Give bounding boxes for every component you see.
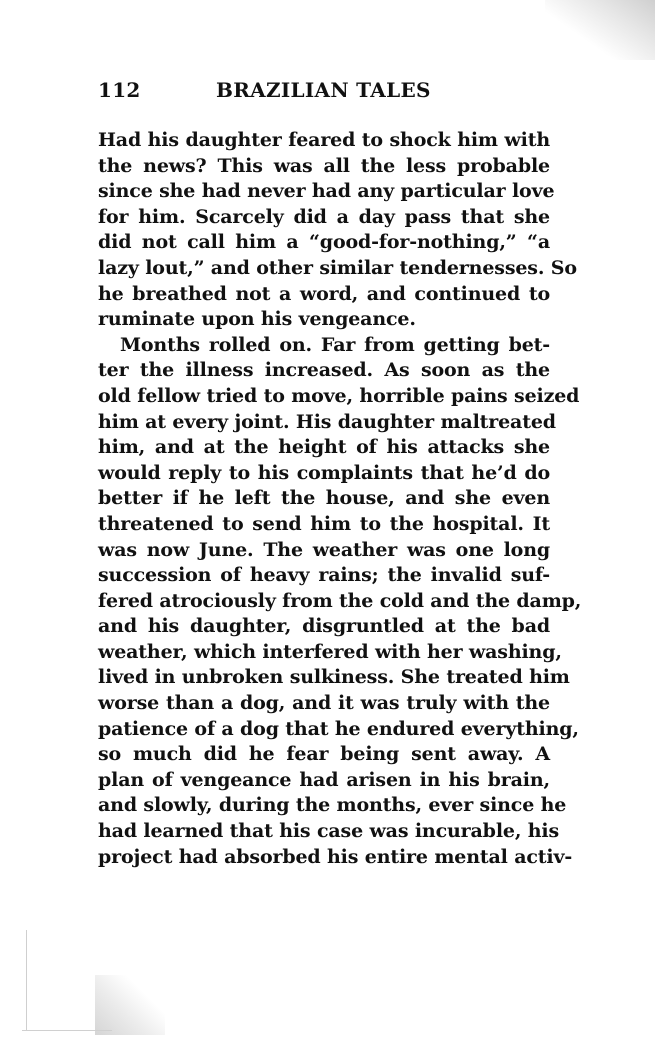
text-line: him at every joint. His daughter maltreated bbox=[98, 410, 556, 433]
text-line: project had absorbed his entire mental activ- bbox=[98, 845, 573, 868]
text-line: would reply to his complaints that he’d do bbox=[98, 461, 550, 484]
page-header bbox=[98, 76, 548, 104]
text-line: was now June. The weather was one long bbox=[98, 538, 550, 561]
text-line: so much did he fear being sent away. A bbox=[98, 743, 550, 766]
text-line: ruminate upon his vengeance. bbox=[98, 308, 416, 331]
text-line: Months rolled on. Far from getting bet- bbox=[120, 333, 550, 356]
scan-edge-artifact bbox=[545, 0, 655, 60]
text-line: succession of heavy rains; the invalid suf- bbox=[98, 564, 550, 587]
text-line: weather, which interfered with her washing, bbox=[98, 640, 562, 663]
text-line: lazy lout,” and other similar tendernesses. So bbox=[98, 256, 577, 279]
text-line: and slowly, during the months, ever since he bbox=[98, 794, 567, 817]
text-line: old fellow tried to move, horrible pains seized bbox=[98, 384, 580, 407]
text-line: threatened to send him to the hospital. It bbox=[98, 512, 550, 535]
text-line: had learned that his case was incurable, his bbox=[98, 820, 560, 843]
text-line: better if he left the house, and she even bbox=[98, 487, 550, 510]
text-line: plan of vengeance had arisen in his brain, bbox=[98, 768, 550, 791]
page-number: 112 bbox=[98, 78, 141, 102]
text-line: patience of a dog that he endured everything, bbox=[98, 717, 579, 740]
scan-edge-line bbox=[26, 930, 27, 1030]
text-line: him, and at the height of his attacks she bbox=[98, 436, 550, 459]
running-head: BRAZILIAN TALES bbox=[216, 78, 431, 102]
body-text bbox=[98, 128, 582, 870]
text-line: Had his daughter feared to shock him with bbox=[98, 129, 550, 151]
text-line: worse than a dog, and it was truly with the bbox=[98, 692, 550, 715]
text-line: lived in unbroken sulkiness. She treated him bbox=[98, 666, 570, 689]
text-line: and his daughter, disgruntled at the bad bbox=[98, 615, 550, 638]
text-line: did not call him a “good-for-nothing,” “a bbox=[98, 231, 550, 254]
text-line: since she had never had any particular love bbox=[98, 180, 555, 203]
text-line: ter the illness increased. As soon as the bbox=[98, 359, 550, 382]
text-line: fered atrociously from the cold and the damp, bbox=[98, 589, 582, 612]
text-line: he breathed not a word, and continued to bbox=[98, 282, 550, 305]
scan-edge-line bbox=[22, 1030, 112, 1031]
text-line: the news? This was all the less probable bbox=[98, 154, 550, 177]
scan-edge-artifact bbox=[95, 975, 165, 1035]
text-line: for him. Scarcely did a day pass that she bbox=[98, 205, 550, 228]
